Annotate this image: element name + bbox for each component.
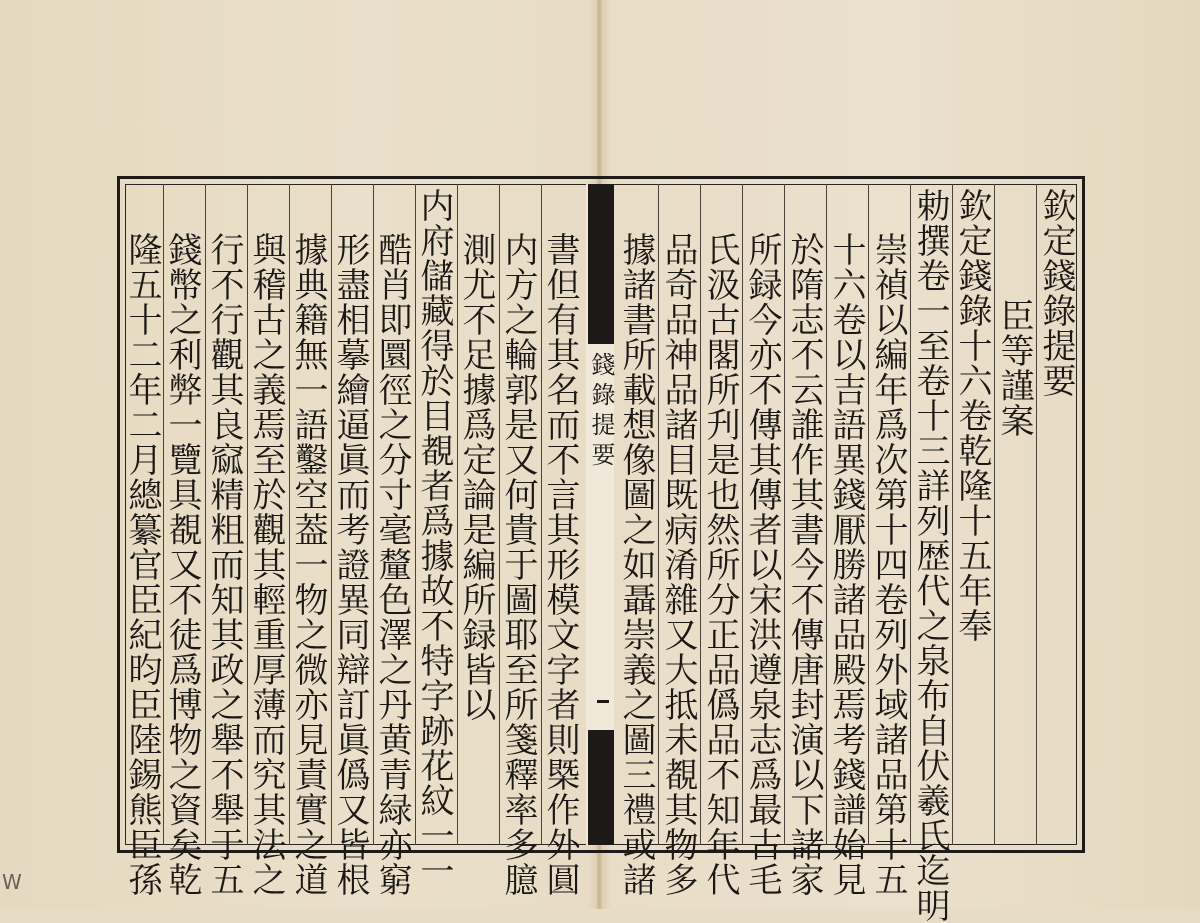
right-line-7: 氏汲古閣所刋是也然所分正品僞品不知年代 (700, 232, 740, 897)
right-line-9: 據諸書所載想像圖之如聶崇義之圖三禮或諸 (616, 232, 656, 897)
column-rule (994, 184, 995, 845)
left-line-5: 形盡相摹繪逼眞而考證異同辯訂眞僞又皆根 (330, 232, 370, 897)
left-line-3: 内府儲藏得於目覩者爲據故不特字跡花紋一一 (414, 188, 454, 888)
left-line-2: 測尤不足據爲定論是編所録皆以 (456, 232, 496, 722)
left-line-4: 酷肖即圜徑之分寸毫釐色澤之丹黄青緑亦窮 (372, 232, 412, 897)
page-number-mark (597, 700, 609, 703)
left-line-7: 與稽古之義焉至於觀其輕重厚薄而究其法之 (246, 232, 286, 897)
left-line-0: 書但有其名而不言其形模文字者則槩作外圓 (540, 232, 580, 897)
title-line: 欽定錢錄提要 (1036, 188, 1076, 398)
right-line-4: 十六卷以吉語異錢厭勝諸品殿焉考錢譜始見 (826, 232, 866, 897)
spine-label: 錢錄提要 (587, 352, 615, 472)
right-line-5: 於隋志不云誰作其書今不傳唐封演以下諸家 (784, 232, 824, 897)
spine-fishtail-top (588, 184, 614, 344)
right-line-6: 所録今亦不傳其傳者以宋洪遵泉志爲最古毛 (742, 232, 782, 897)
right-line-1: 欽定錢錄十六卷乾隆十五年奉 (952, 188, 992, 643)
left-line-1: 内方之輪郭是又何貴于圖耶至所箋釋率多臆 (498, 232, 538, 897)
left-line-10: 隆五十二年二月總纂官臣紀昀臣陸錫熊臣孫 (122, 232, 162, 897)
corner-mark: W (2, 870, 22, 894)
spine-fishtail-bottom (588, 730, 614, 845)
right-line-2: 勅撰卷一至卷十三詳列歴代之泉布自伏羲氏迄明 (910, 188, 950, 923)
left-line-9: 錢幣之利弊一覽具覩又不徒爲博物之資矣乾 (162, 232, 202, 897)
left-line-6: 據典籍無一語鑿空葢一物之微亦見責實之道 (288, 232, 328, 897)
right-line-0: 臣等謹案 (994, 298, 1034, 438)
left-line-8: 行不行觀其良窳精粗而知其政之舉不舉于五 (204, 232, 244, 897)
right-line-3: 崇禎以編年爲次第十四卷列外域諸品第十五 (868, 232, 908, 897)
right-line-8: 品奇品神品諸目既病淆雜又大抵未覩其物多 (658, 232, 698, 897)
